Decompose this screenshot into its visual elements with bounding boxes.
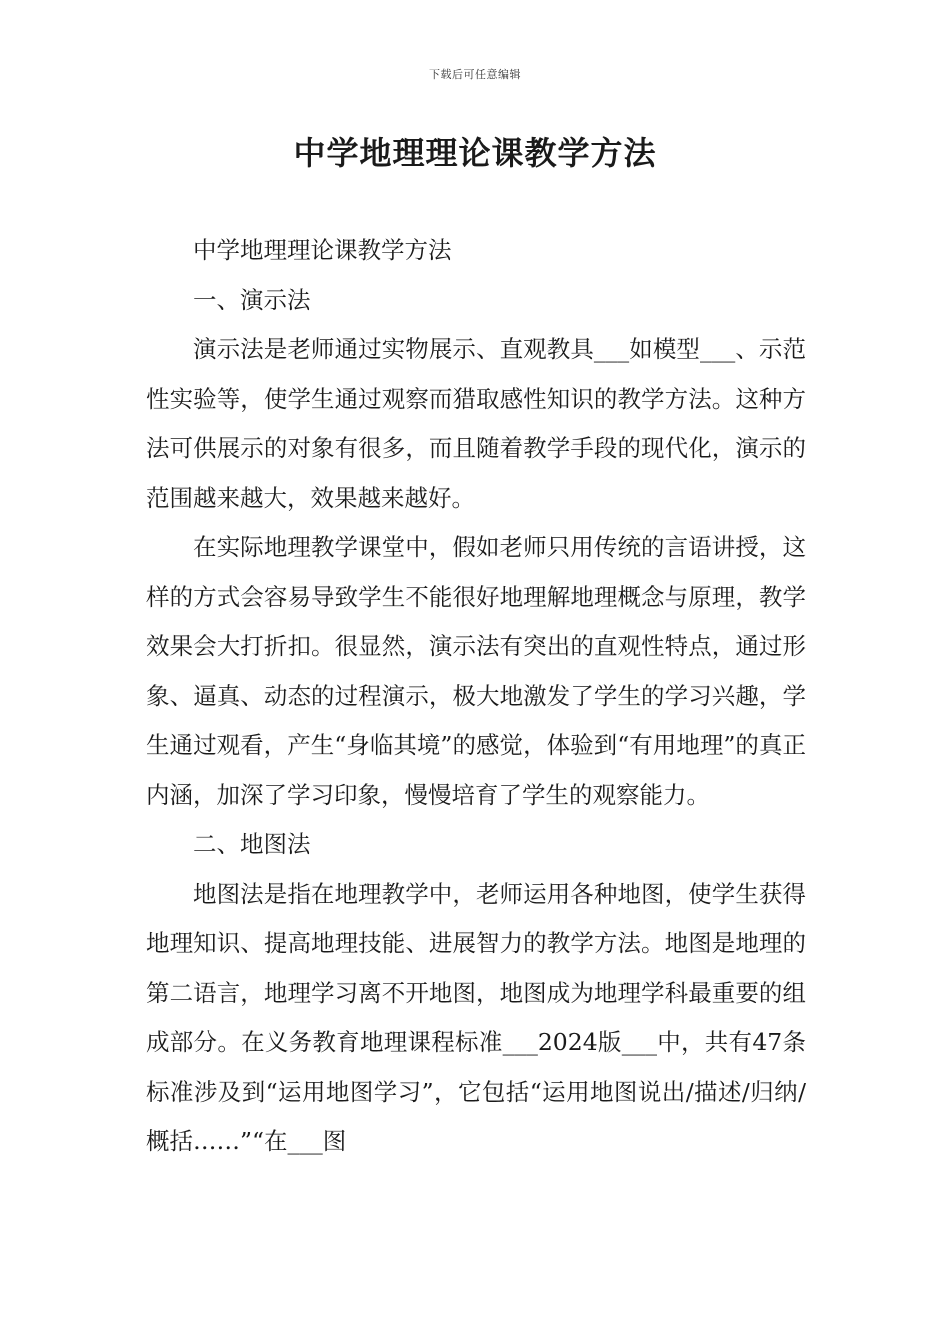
body-subtitle: 中学地理理论课教学方法 [193,236,452,264]
section-heading-demonstration: 一、演示法 [193,285,311,314]
paragraph-demonstration-benefits: 在实际地理教学课堂中，假如老师只用传统的言语讲授，这样的方式会容易导致学生不能很好地理解地理概念与原理，教学效果会大打折扣。很显然，演示法有突出的直观性特点，通过形象、逼真、动态的过程演示，极大地激发了学生的学习兴趣，学生通过观看，产生“身临其境”的感觉，体验到“有用地理”的真正内涵，加深了学习印象，慢慢培育了学生的观察能力。 [146,533,806,809]
document-body [146,226,806,1167]
header-note: 下载后可任意编辑 [429,68,521,81]
paragraph-map-method: 地图法是指在地理教学中，老师运用各种地图，使学生获得地理知识、提高地理技能、进展智力的教学方法。地图是地理的第二语言，地理学习离不开地图，地图成为地理学科最重要的组成部分。在义务教育地理课程标准___2024版___中，共有47条标准涉及到“运用地图学习”，它包括“运用地图说出/描述/归纳/概括……”“在___图 [146,879,806,1155]
document-title: 中学地理理论课教学方法 [293,134,657,172]
paragraph-demonstration-definition: 演示法是老师通过实物展示、直观教具___如模型___、示范性实验等，使学生通过观察而猎取感性知识的教学方法。这种方法可供展示的对象有很多，而且随着教学手段的现代化，演示的范围越来越大，效果越来越好。 [146,335,806,512]
section-heading-map-method: 二、地图法 [193,830,311,858]
